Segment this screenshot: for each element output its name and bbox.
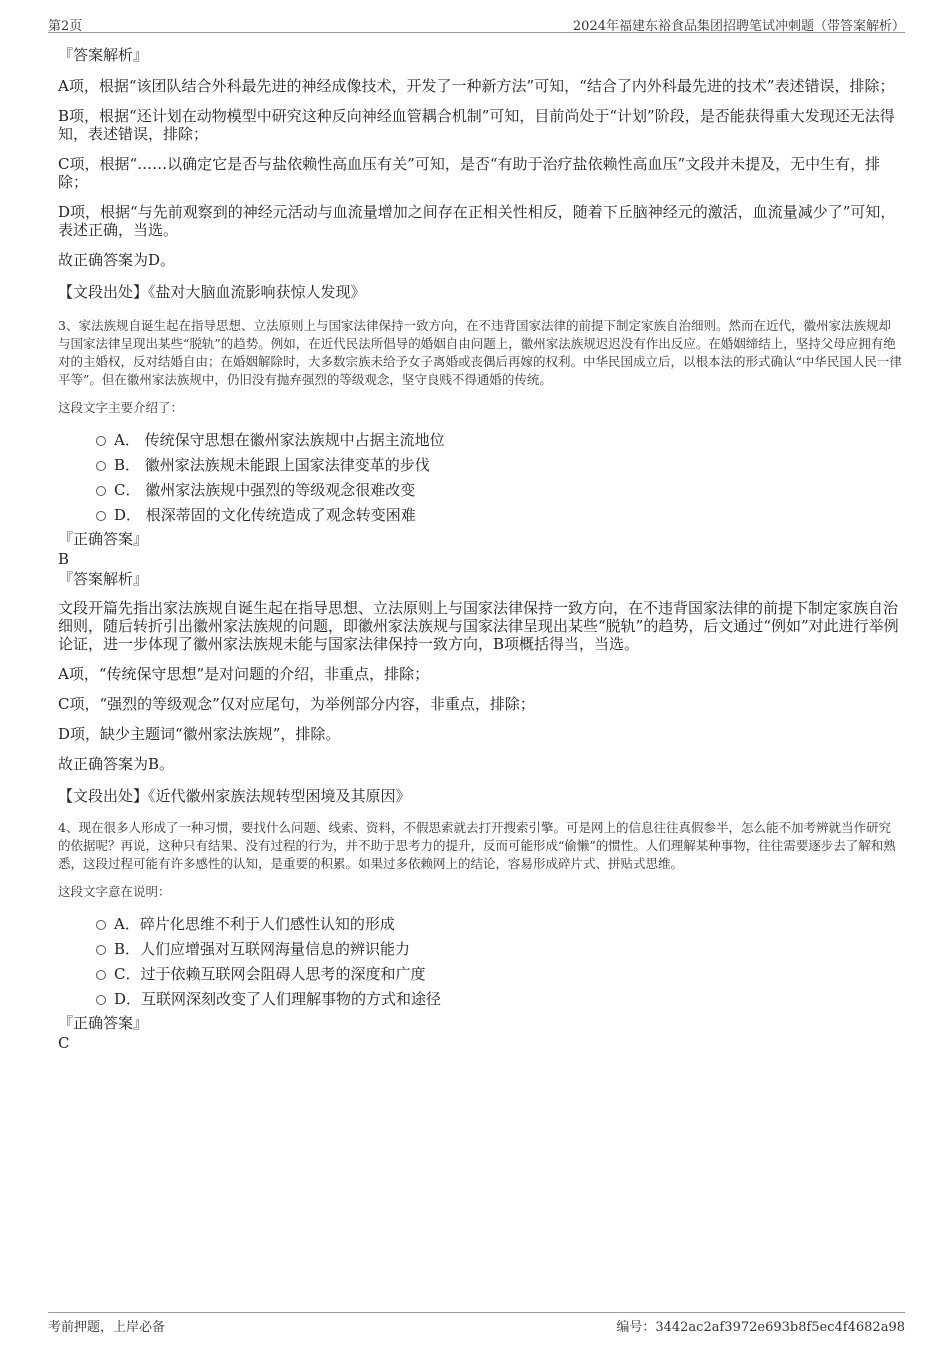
analysis-option-a: A项，“传统保守思想”是对问题的介绍，非重点，排除； bbox=[58, 665, 430, 683]
option-c[interactable] bbox=[58, 479, 903, 504]
page-content bbox=[58, 45, 903, 1053]
question-3-prompt: 这段文字主要介绍了： bbox=[58, 400, 184, 415]
radio-icon[interactable] bbox=[96, 436, 106, 446]
answer-value: C bbox=[58, 1034, 70, 1052]
conclusion: 故正确答案为D。 bbox=[58, 251, 176, 269]
footer-slogan: 考前押题，上岸必备 bbox=[48, 1320, 166, 1335]
document-code: 编号：3442ac2af3972e693b8f5ec4f4682a98 bbox=[616, 1320, 905, 1335]
option-label: A．碎片化思维不利于人们感性认知的形成 bbox=[114, 915, 395, 933]
option-b[interactable] bbox=[58, 454, 903, 479]
radio-icon[interactable] bbox=[96, 461, 106, 471]
answer-value: B bbox=[58, 550, 70, 568]
page-footer bbox=[48, 1312, 905, 1333]
question-4-prompt: 这段文字意在说明： bbox=[58, 884, 171, 899]
option-d[interactable] bbox=[58, 504, 903, 529]
question-3-stem: 3、家法族规自诞生起在指导思想、立法原则上与国家法律保持一致方向，在不违背国家法律的前提下制定家族自治细则。然而在近代，徽州家法族规却与国家法律呈现出某些“脱轨”的趋势。例如，在近代民法所倡导的婚姻自由问题上，徽州家法族规迟迟没有作出反应。在婚姻缔结上，坚持父母应拥有绝对的主婚权，反对结婚自由；在婚姻解除时，大多数宗族未给予女子离婚或丧偶后再嫁的权利。中华民国成立后，以根本法的形式确认“中华民国人民一律平等”。但在徽州家法族规中，仍旧没有抛弃强烈的等级观念，坚守良贱不得通婚的传统。 bbox=[58, 318, 902, 387]
analysis-option-d: D项，缺少主题词“徽州家法族规”，排除。 bbox=[58, 725, 341, 743]
conclusion: 故正确答案为B。 bbox=[58, 755, 175, 773]
page-header bbox=[48, 12, 905, 33]
source-note: 【文段出处】《盐对大脑血流影响获惊人发现》 bbox=[58, 283, 366, 301]
document-title: 2024年福建东裕食品集团招聘笔试冲刺题（带答案解析） bbox=[572, 19, 905, 34]
radio-icon[interactable] bbox=[96, 486, 106, 496]
source-note: 【文段出处】《近代徽州家族法规转型困境及其原因》 bbox=[58, 787, 411, 805]
answer-label: 『正确答案』 bbox=[58, 1014, 149, 1032]
option-d[interactable] bbox=[58, 988, 903, 1013]
question-3-options bbox=[58, 429, 903, 529]
option-a[interactable] bbox=[58, 913, 903, 938]
radio-icon[interactable] bbox=[96, 511, 106, 521]
analysis-option-c: C项，根据“……以确定它是否与盐依赖性高血压有关”可知，是否“有助于治疗盐依赖性高血压”文段并未提及，无中生有，排除； bbox=[58, 155, 881, 191]
option-label: A． 传统保守思想在徽州家法族规中占据主流地位 bbox=[114, 431, 445, 449]
radio-icon[interactable] bbox=[96, 970, 106, 980]
option-label: D．互联网深刻改变了人们理解事物的方式和途径 bbox=[114, 990, 442, 1008]
option-label: C．过于依赖互联网会阻碍人思考的深度和广度 bbox=[114, 965, 426, 983]
analysis-option-a: A项，根据“该团队结合外科最先进的神经成像技术，开发了一种新方法”可知，“结合了内外科最先进的技术”表述错误，排除； bbox=[58, 77, 895, 95]
radio-icon[interactable] bbox=[96, 945, 106, 955]
radio-icon[interactable] bbox=[96, 995, 106, 1005]
page-number: 第2页 bbox=[48, 19, 83, 34]
analysis-option-d: D项，根据“与先前观察到的神经元活动与血流量增加之间存在正相关性相反，随着下丘脑神经元的激活，血流量减少了”可知，表述正确，当选。 bbox=[58, 203, 896, 239]
option-label: B．人们应增强对互联网海量信息的辨识能力 bbox=[114, 940, 411, 958]
radio-icon[interactable] bbox=[96, 920, 106, 930]
option-b[interactable] bbox=[58, 938, 903, 963]
answer-label: 『正确答案』 bbox=[58, 530, 149, 548]
analysis-option-c: C项，“强烈的等级观念”仅对应尾句，为举例部分内容，非重点，排除； bbox=[58, 695, 535, 713]
option-label: B． 徽州家法族规未能跟上国家法律变革的步伐 bbox=[114, 456, 430, 474]
option-label: D． 根深蒂固的文化传统造成了观念转变困难 bbox=[114, 506, 416, 524]
option-a[interactable] bbox=[58, 429, 903, 454]
analysis-label: 『答案解析』 bbox=[58, 46, 149, 64]
option-label: C． 徽州家法族规中强烈的等级观念很难改变 bbox=[114, 481, 416, 499]
analysis-label: 『答案解析』 bbox=[58, 570, 149, 588]
analysis-text: 文段开篇先指出家法族规自诞生起在指导思想、立法原则上与国家法律保持一致方向，在不违背国家法律的前提下制定家族自治细则，随后转折引出徽州家法族规的问题，即徽州家法族规与国家法律呈现出某些“脱轨”的趋势，后文通过“例如”对此进行举例论证，进一步体现了徽州家法族规未能与国家法律保持一致方向，B项概括得当，当选。 bbox=[58, 599, 899, 653]
analysis-option-b: B项，根据“还计划在动物模型中研究这种反向神经血管耦合机制”可知，目前尚处于“计划”阶段，是否能获得重大发现还无法得知，表述错误，排除； bbox=[58, 107, 895, 143]
question-4-options bbox=[58, 913, 903, 1013]
question-4-stem: 4、现在很多人形成了一种习惯，要找什么问题、线索、资料，不假思索就去打开搜索引擎。可是网上的信息往往真假参半，怎么能不加考辨就当作研究的依据呢？再说，这种只有结果、没有过程的行为，并不助于思考力的提升，反而可能形成“偷懒”的惯性。人们理解某种事物，往往需要逐步去了解和熟悉，这段过程可能有许多感性的认知，是重要的积累。如果过多依赖网上的结论，容易形成碎片式、拼贴式思维。 bbox=[58, 820, 896, 871]
option-c[interactable] bbox=[58, 963, 903, 988]
